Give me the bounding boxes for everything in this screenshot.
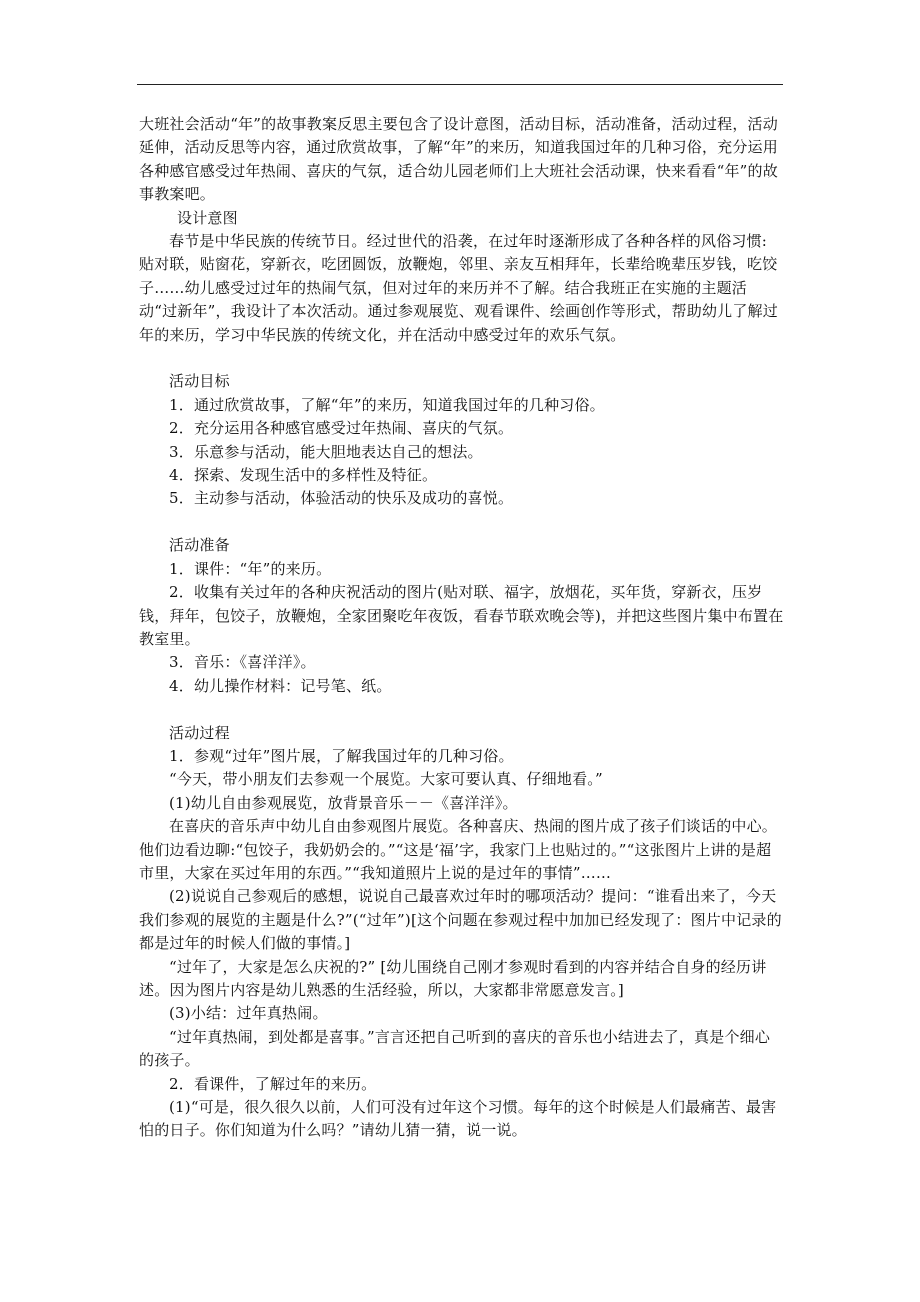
process-heading: 活动过程 [169, 723, 230, 742]
goal-item: 1．通过欣赏故事，了解“年”的来历，知道我国过年的几种习俗。 [169, 395, 605, 414]
header-rule [137, 84, 783, 85]
goal-item: 4．探索、发现生活中的多样性及特征。 [169, 466, 438, 485]
section-gap [139, 698, 785, 721]
section-gap [139, 511, 785, 534]
process-paragraph: (1)幼儿自由参观展览，放背景音乐－－《喜洋洋》。 [169, 793, 518, 812]
prep-heading: 活动准备 [169, 536, 230, 555]
process-paragraph: (3)小结：过年真热闹。 [169, 1004, 328, 1023]
goal-item: 2．充分运用各种感官感受过年热闹、喜庆的气氛。 [169, 419, 514, 438]
process-paragraph: 在喜庆的音乐声中幼儿自由参观图片展览。各种喜庆、热闹的图片成了孩子们谈话的中心。他们边看边聊:“包饺子，我奶奶会的。”“这是‘福’字，我家门上也贴过的。”“这张图片上讲的是超市里，大家在买过年用的东西。”“我知道照片上说的是过年的事情”…… [139, 817, 778, 882]
goal-item: 3．乐意参与活动，能大胆地表达自己的想法。 [169, 442, 483, 461]
section-gap [139, 347, 785, 370]
document-body [139, 113, 785, 1143]
design-paragraph: 春节是中华民族的传统节日。经过世代的沿袭，在过年时逐渐形成了各种各样的风俗习惯: 贴对联，贴窗花，穿新衣，吃团圆饭，放鞭炮，邻里、亲友互相拜年，长辈给晚辈压岁钱，吃饺子……幼儿感受过过年的热闹气氛，但对过年的来历并不了解。结合我班正在实施的主题活动“过新年”，我设计了本次活动。通过参观展览、观看课件、绘画创作等形式，帮助幼儿了解过年的来历，学习中华民族的传统文化，并在活动中感受过年的欢乐气氛。 [139, 232, 778, 344]
process-paragraph: “过年了，大家是怎么庆祝的?” [幼儿围绕自己刚才参观时看到的内容并结合自身的经历讲述。因为图片内容是幼儿熟悉的生活经验，所以，大家都非常愿意发言。] [139, 957, 767, 999]
goals-heading: 活动目标 [169, 372, 230, 391]
intro-paragraph: 大班社会活动“年”的故事教案反思主要包含了设计意图，活动目标，活动准备，活动过程，活动延伸，活动反思等内容，通过欣赏故事，了解“年”的来历，知道我国过年的几种习俗，充分运用各种感官感受过年热闹、喜庆的气氛，适合幼儿园老师们上大班社会活动课，快来看看“年”的故事教案吧。 [139, 115, 778, 204]
prep-item: 3．音乐：《喜洋洋》。 [169, 653, 316, 672]
goal-item: 5．主动参与活动，体验活动的快乐及成功的喜悦。 [169, 489, 514, 508]
prep-item: 4．幼儿操作材料：记号笔、纸。 [169, 676, 392, 695]
process-paragraph: (2)说说自己参观后的感想，说说自己最喜欢过年时的哪项活动？提问：“谁看出来了，今天我们参观的展览的主题是什么?”(“过年”)[这个问题在参观过程中加加已经发现了：图片中记录的都是过年的时候人们做的事情。] [139, 887, 782, 953]
process-paragraph: “今天，带小朋友们去参观一个展览。大家可要认真、仔细地看。” [169, 770, 603, 789]
process-paragraph: “过年真热闹，到处都是喜事。”言言还把自己听到的喜庆的音乐也小结进去了，真是个细心的孩子。 [139, 1027, 771, 1070]
process-paragraph: (1)“可是，很久很久以前，人们可没有过年这个习惯。每年的这个时候是人们最痛苦、最害怕的日子。你们知道为什么吗？”请幼儿猜一猜，说一说。 [139, 1098, 777, 1140]
design-heading: 设计意图 [177, 208, 238, 227]
process-paragraph: 2．看课件，了解过年的来历。 [169, 1074, 377, 1093]
prep-item: 1．课件：“年”的来历。 [169, 559, 332, 578]
prep-item: 2．收集有关过年的各种庆祝活动的图片(贴对联、福字，放烟花，买年货，穿新衣，压岁钱，拜年，包饺子，放鞭炮，全家团聚吃年夜饭，看春节联欢晚会等)，并把这些图片集中布置在教室里。 [139, 583, 784, 648]
process-paragraph: 1．参观“过年”图片展，了解我国过年的几种习俗。 [169, 746, 514, 765]
